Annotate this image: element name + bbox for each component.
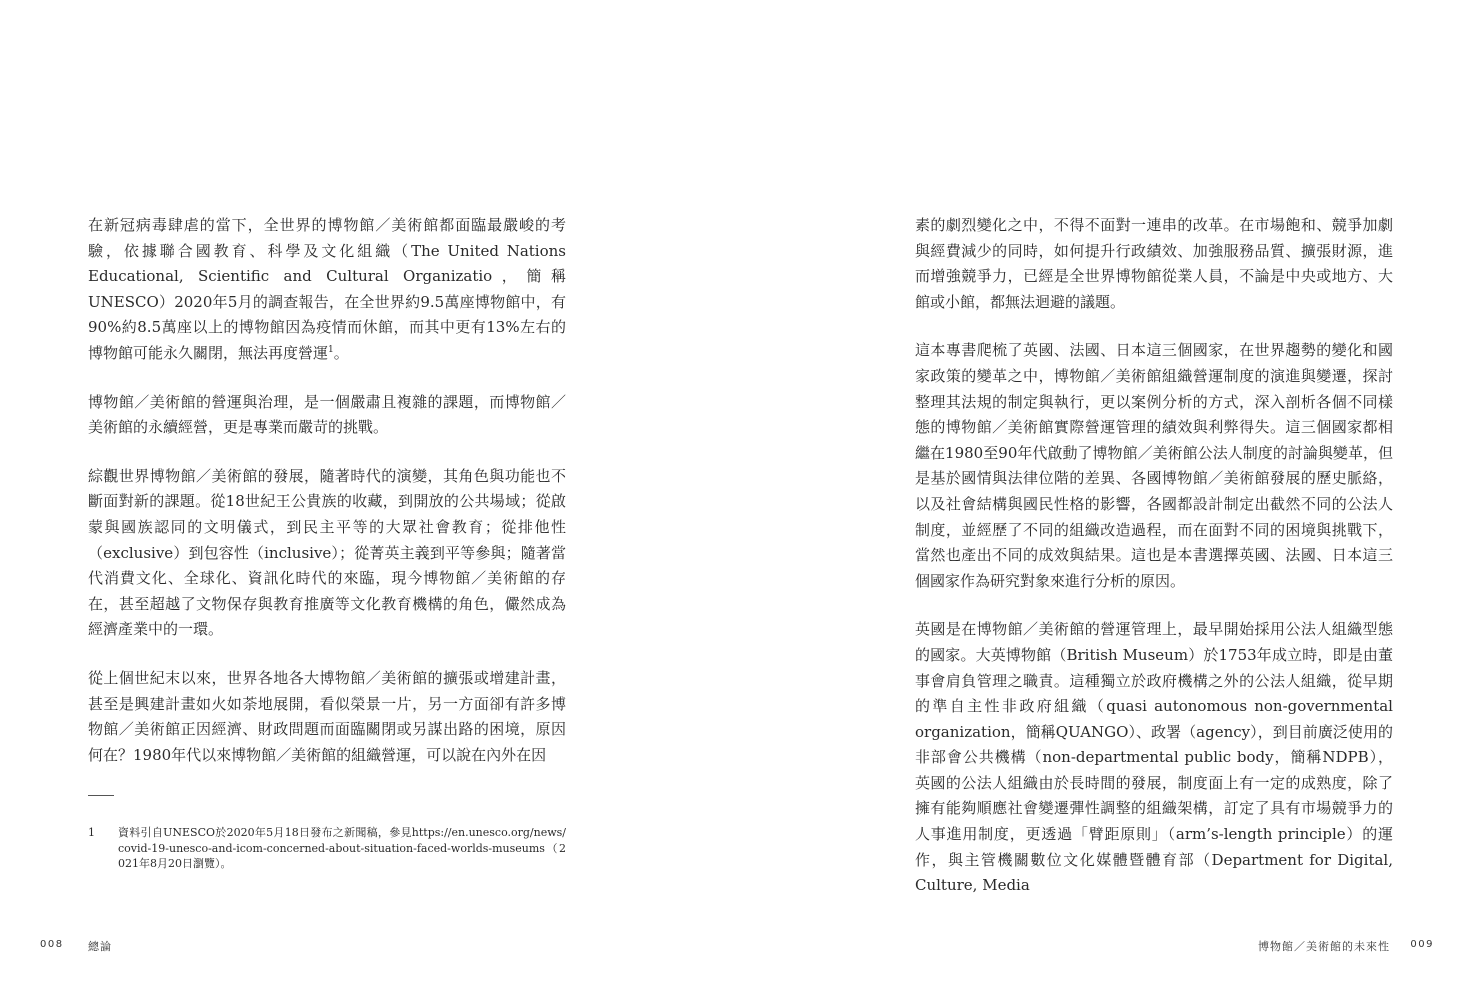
right-page-number: 009 (1410, 939, 1434, 950)
left-paragraph-3: 綜觀世界博物館／美術館的發展，隨著時代的演變，其角色與功能也不斷面對新的課題。從18世紀王公貴族的收藏，到開放的公共場域；從啟蒙與國族認同的文明儀式，到民主平等的大眾社會教育；從排他性（exclusive）到包容性（inclusive）；從菁英主義到平等參與；隨著當代消費文化、全球化、資訊化時代的來臨，現今博物館／美術館的存在，甚至超越了文物保存與教育推廣等文化教育機構的角色，儼然成為經濟產業中的一環。 (88, 466, 566, 639)
right-running-head: 博物館／美術館的未來性 (1258, 940, 1390, 953)
right-paragraph-2: 這本專書爬梳了英國、法國、日本這三個國家，在世界趨勢的變化和國家政策的變革之中，博物館／美術館組織營運制度的演進與變遷，探討整理其法規的制定與執行，更以案例分析的方式，深入剖析各個不同樣態的博物館／美術館實際營運管理的績效與利弊得失。這三個國家都相繼在1980至90年代啟動了博物館／美術館公法人制度的討論與變革，但是基於國情與法律位階的差異、各國博物館／美術館發展的歷史脈絡，以及社會結構與國民性格的影響，各國都設計制定出截然不同的公法人制度，並經歷了不同的組織改造過程，而在面對不同的困境與挑戰下，當然也產出不同的成效與結果。這也是本書選擇英國、法國、日本這三個國家作為研究對象來進行分析的原因。 (915, 341, 1393, 590)
left-text-column (88, 213, 566, 791)
footnote-text: 資料引自UNESCO於2020年5月18日發布之新聞稿，參見https://en.unesco.org/news/covid-19-unesco-and-icom-concerned-about-situation-faced-worlds-museums（2021年8月20日瀏覽）。 (118, 826, 566, 871)
left-page-number: 008 (40, 939, 64, 950)
left-paragraph-1-text: 在新冠病毒肆虐的當下，全世界的博物館／美術館都面臨最嚴峻的考驗，依據聯合國教育、科學及文化組織（The United Nations Educational, Scientific and Cultural Organizatio，簡稱UNESCO）2020年5月的調查報告，在全世界約9.5萬座博物館中，有90%約8.5萬座以上的博物館因為疫情而休館，而其中更有13%左右的博物館可能永久關閉，無法再度營運 (88, 216, 566, 362)
right-paragraph-1: 素的劇烈變化之中，不得不面對一連串的改革。在市場飽和、競爭加劇與經費減少的同時，如何提升行政績效、加強服務品質、擴張財源，進而增強競爭力，已經是全世界博物館從業人員，不論是中央或地方、大館或小館，都無法迴避的議題。 (915, 216, 1393, 311)
footnote (88, 825, 566, 872)
footnote-number: 1 (88, 826, 95, 839)
footnote-reference[interactable]: 1 (328, 344, 334, 355)
right-page (739, 0, 1478, 1000)
right-paragraph-3: 英國是在博物館／美術館的營運管理上，最早開始採用公法人組織型態的國家。大英博物館（British Museum）於1753年成立時，即是由董事會肩負管理之職責。這種獨立於政府機構之外的公法人組織，從早期的準自主性非政府組織（quasi autonomous non-governmental organization，簡稱QUANGO）、政署（agency），到目前廣泛使用的非部會公共機構（non-departmental public body，簡稱NDPB），英國的公法人組織由於長時間的發展，制度面上有一定的成熟度，除了擁有能夠順應社會變遷彈性調整的組織架構，訂定了具有市場競爭力的人事進用制度，更透過「臂距原則」（arm’s-length principle）的運作，與主管機關數位文化媒體暨體育部（Department for Digital, Culture, Media (915, 620, 1393, 895)
left-paragraph-4: 從上個世紀末以來，世界各地各大博物館／美術館的擴張或增建計畫，甚至是興建計畫如火如荼地展開，看似榮景一片，另一方面卻有許多博物館／美術館正因經濟、財政問題而面臨關閉或另謀出路的困境，原因何在？1980年代以來博物館／美術館的組織營運，可以說在內外在因 (88, 668, 566, 764)
left-paragraph-2: 博物館／美術館的營運與治理，是一個嚴肅且複雜的課題，而博物館／美術館的永續經營，更是專業而嚴苛的挑戰。 (88, 392, 566, 437)
right-text-column (915, 213, 1393, 922)
left-paragraph-1-tail: 。 (333, 343, 349, 362)
left-running-head: 總論 (88, 940, 112, 953)
footnote-divider (88, 795, 114, 796)
left-paragraph-1 (88, 213, 566, 367)
